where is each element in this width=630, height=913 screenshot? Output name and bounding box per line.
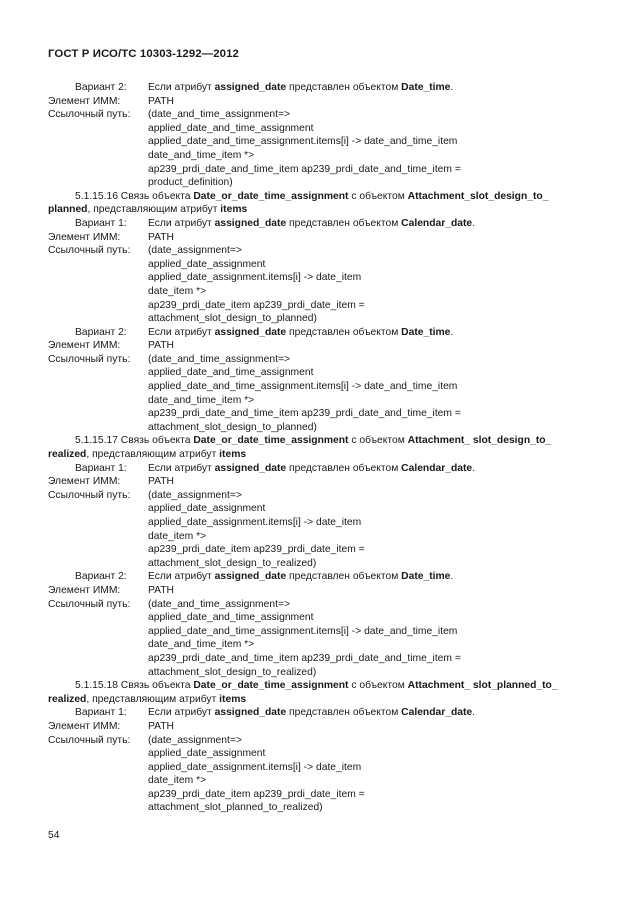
field-value <box>148 543 365 557</box>
section-heading-continuation <box>48 203 247 217</box>
text-run: product_definition) <box>148 177 233 189</box>
text-run: assigned_date <box>214 217 287 229</box>
field-value <box>148 135 457 149</box>
field-value <box>148 312 317 326</box>
field-label: Ссылочный путь: <box>48 489 131 501</box>
field-value <box>148 339 174 353</box>
text-run: applied_date_assignment.items[i] -> date_item <box>148 272 362 284</box>
text-run: applied_date_assignment.items[i] -> date_item <box>148 517 362 528</box>
document-line <box>0 326 630 340</box>
document-line <box>0 135 630 149</box>
field-value <box>148 625 457 639</box>
section-heading <box>75 190 548 204</box>
text-run: realized <box>48 693 87 705</box>
document-line <box>0 108 630 122</box>
field-value <box>148 475 174 489</box>
section-heading-continuation <box>48 693 246 707</box>
text-run: PATH <box>148 720 174 732</box>
text-run: Date_or_date_time_assignment <box>193 435 349 447</box>
field-label: Вариант 2: <box>75 571 127 583</box>
section-heading <box>75 679 558 693</box>
text-run: assigned_date <box>214 707 287 719</box>
field-value <box>148 353 290 367</box>
text-run: Date_or_date_time_assignment <box>193 190 349 202</box>
field-value <box>148 163 461 177</box>
document-line <box>0 231 630 245</box>
field-value <box>148 244 242 258</box>
text-run: Date_or_date_time_assignment <box>193 680 349 692</box>
document-line <box>0 666 630 680</box>
text-run: items <box>220 204 248 216</box>
field-value <box>148 285 206 299</box>
document-line <box>0 353 630 367</box>
field-value <box>148 108 290 122</box>
text-run: (date_assignment=> <box>148 245 242 257</box>
text-run: PATH <box>148 231 174 243</box>
text-run: attachment_slot_design_to_planned) <box>148 421 317 433</box>
text-run: PATH <box>148 340 174 352</box>
text-run: Если атрибут <box>148 571 215 583</box>
field-value <box>148 95 174 109</box>
text-run: attachment_slot_design_to_realized) <box>148 666 317 678</box>
document-header: ГОСТ Р ИСО/ТС 10303-1292—2012 <box>48 48 239 60</box>
text-run: assigned_date <box>214 326 287 338</box>
field-label: Элемент ИММ: <box>48 720 121 732</box>
field-value <box>148 407 461 421</box>
text-run: ap239_prdi_date_item ap239_prdi_date_item = <box>148 299 365 311</box>
text-run: realized <box>48 449 87 461</box>
field-label: Вариант 1: <box>75 707 127 719</box>
text-run: . <box>450 82 454 93</box>
page-number: 54 <box>48 830 60 841</box>
document-line <box>0 516 630 530</box>
text-run: Calendar_date <box>401 707 473 719</box>
field-value <box>148 557 316 571</box>
document-line <box>0 557 630 571</box>
field-value <box>148 366 313 380</box>
document-body <box>0 81 630 815</box>
text-run: applied_date_assignment.items[i] -> date_item <box>148 761 362 773</box>
text-run: assigned_date <box>214 82 287 93</box>
document-line <box>0 638 630 652</box>
text-run: (date_and_time_assignment=> <box>148 353 290 365</box>
text-run: ap239_prdi_date_and_time_item ap239_prdi_date_and_time_item = <box>148 408 461 420</box>
field-label: Ссылочный путь: <box>48 353 131 365</box>
document-line <box>0 734 630 748</box>
field-value <box>148 176 233 190</box>
document-line <box>0 448 630 462</box>
field-value <box>148 81 453 95</box>
field-value <box>148 231 174 245</box>
text-run: date_and_time_item *> <box>148 149 255 161</box>
document-line <box>0 706 630 720</box>
field-label: Ссылочный путь: <box>48 245 131 257</box>
text-run: с объектом <box>348 190 408 202</box>
field-value <box>148 706 475 720</box>
text-run: Если атрибут <box>148 707 215 719</box>
text-run: представлен объектом <box>286 217 402 229</box>
field-value <box>148 462 475 476</box>
text-run: 5.1.15.17 Связь объекта <box>75 435 194 447</box>
field-label: Элемент ИММ: <box>48 476 121 488</box>
text-run: 5.1.15.18 Связь объекта <box>75 680 194 692</box>
document-line <box>0 244 630 258</box>
text-run: assigned_date <box>214 462 287 474</box>
field-value <box>148 638 254 652</box>
text-run: Date_time <box>401 571 451 583</box>
document-line <box>0 176 630 190</box>
text-run: . <box>472 217 476 229</box>
document-line <box>0 380 630 394</box>
field-value <box>148 570 453 584</box>
text-run: с объектом <box>348 435 408 447</box>
text-run: PATH <box>148 584 174 596</box>
text-run: PATH <box>148 95 174 107</box>
document-line <box>0 693 630 707</box>
document-line <box>0 312 630 326</box>
document-line <box>0 421 630 435</box>
document-line <box>0 652 630 666</box>
text-run: applied_date_assignment <box>148 258 266 270</box>
text-run: applied_date_and_time_assignment <box>148 367 314 379</box>
text-run: PATH <box>148 476 174 488</box>
text-run: applied_date_assignment <box>148 503 266 515</box>
text-run: (date_assignment=> <box>148 489 242 501</box>
field-value <box>148 149 254 163</box>
document-line <box>0 271 630 285</box>
document-line <box>0 801 630 815</box>
field-value <box>148 502 265 516</box>
text-run: . <box>472 707 476 719</box>
document-line <box>0 747 630 761</box>
field-value <box>148 598 290 612</box>
text-run: , представляющим атрибут <box>87 204 221 216</box>
text-run: Calendar_date <box>401 217 473 229</box>
text-run: , представляющим атрибут <box>86 449 220 461</box>
text-run: представлен объектом <box>286 707 402 719</box>
text-run: Attachment_ slot_design_to_ <box>407 435 552 447</box>
field-value <box>148 258 265 272</box>
field-value <box>148 584 174 598</box>
field-value <box>148 761 361 775</box>
field-value <box>148 421 317 435</box>
text-run: ap239_prdi_date_and_time_item ap239_prdi_date_and_time_item = <box>148 652 461 664</box>
document-line <box>0 598 630 612</box>
document-line <box>0 203 630 217</box>
text-run: Если атрибут <box>148 217 215 229</box>
document-line <box>0 679 630 693</box>
document-line <box>0 299 630 313</box>
document-line <box>0 258 630 272</box>
text-run: (date_and_time_assignment=> <box>148 109 290 121</box>
text-run: Attachment_slot_design_to_ <box>407 190 549 202</box>
text-run: assigned_date <box>214 571 287 583</box>
field-label: Вариант 1: <box>75 217 127 229</box>
document-line <box>0 761 630 775</box>
text-run: представлен объектом <box>286 571 402 583</box>
text-run: 5.1.15.16 Связь объекта <box>75 190 194 202</box>
field-value <box>148 774 206 788</box>
field-value <box>148 489 242 503</box>
document-line <box>0 611 630 625</box>
text-run: date_and_time_item *> <box>148 639 255 651</box>
field-label: Вариант 2: <box>75 326 127 338</box>
document-line <box>0 530 630 544</box>
document-line <box>0 489 630 503</box>
text-run: ap239_prdi_date_item ap239_prdi_date_item = <box>148 544 365 556</box>
text-run: Date_time <box>401 82 451 93</box>
text-run: Если атрибут <box>148 462 215 474</box>
document-line <box>0 543 630 557</box>
document-line <box>0 774 630 788</box>
document-line <box>0 285 630 299</box>
field-label: Элемент ИММ: <box>48 95 121 107</box>
document-line <box>0 625 630 639</box>
document-line <box>0 190 630 204</box>
field-label: Ссылочный путь: <box>48 109 131 121</box>
section-heading <box>75 434 551 448</box>
document-line <box>0 570 630 584</box>
document-line <box>0 81 630 95</box>
text-run: Если атрибут <box>148 326 215 338</box>
field-label: Ссылочный путь: <box>48 598 131 610</box>
text-run: applied_date_and_time_assignment <box>148 122 314 134</box>
text-run: представлен объектом <box>286 462 402 474</box>
field-value <box>148 801 323 815</box>
field-label: Элемент ИММ: <box>48 584 121 596</box>
field-value <box>148 652 461 666</box>
text-run: applied_date_and_time_assignment <box>148 612 314 624</box>
document-line <box>0 217 630 231</box>
document-line <box>0 584 630 598</box>
field-value <box>148 299 365 313</box>
text-run: . <box>472 462 476 474</box>
field-label: Ссылочный путь: <box>48 734 131 746</box>
document-line <box>0 149 630 163</box>
field-value <box>148 611 313 625</box>
field-value <box>148 394 254 408</box>
field-value <box>148 326 453 340</box>
document-line <box>0 366 630 380</box>
document-line <box>0 475 630 489</box>
document-line <box>0 339 630 353</box>
text-run: представлен объектом <box>286 82 402 93</box>
text-run: applied_date_and_time_assignment.items[i] -> date_and_time_item <box>148 381 458 393</box>
text-run: applied_date_assignment <box>148 748 266 760</box>
text-run: date_item *> <box>148 530 207 542</box>
text-run: Если атрибут <box>148 82 215 93</box>
field-value <box>148 122 313 136</box>
text-run: date_item *> <box>148 775 207 787</box>
document-line <box>0 95 630 109</box>
field-label: Элемент ИММ: <box>48 340 121 352</box>
section-heading-continuation <box>48 448 246 462</box>
text-run: items <box>219 449 247 461</box>
text-run: Date_time <box>401 326 451 338</box>
text-run: Calendar_date <box>401 462 473 474</box>
text-run: applied_date_and_time_assignment.items[i] -> date_and_time_item <box>148 625 458 637</box>
text-run: . <box>450 326 454 338</box>
text-run: items <box>219 693 247 705</box>
text-run: с объектом <box>348 680 408 692</box>
field-value <box>148 788 365 802</box>
text-run: ap239_prdi_date_and_time_item ap239_prdi_date_and_time_item = <box>148 163 461 175</box>
text-run: Attachment_ slot_planned_to_ <box>407 680 558 692</box>
text-run: ap239_prdi_date_item ap239_prdi_date_item = <box>148 788 365 800</box>
field-label: Вариант 2: <box>75 82 127 93</box>
document-line <box>0 163 630 177</box>
text-run: planned <box>48 204 88 216</box>
text-run: attachment_slot_planned_to_realized) <box>148 802 323 814</box>
text-run: applied_date_and_time_assignment.items[i] -> date_and_time_item <box>148 136 458 148</box>
document-line <box>0 788 630 802</box>
document-line <box>0 122 630 136</box>
field-value <box>148 380 457 394</box>
text-run: date_item *> <box>148 285 207 297</box>
document-line <box>0 407 630 421</box>
document-line <box>0 394 630 408</box>
field-value <box>148 666 316 680</box>
field-value <box>148 530 206 544</box>
text-run: представлен объектом <box>286 326 402 338</box>
field-value <box>148 720 174 734</box>
text-run: (date_and_time_assignment=> <box>148 598 290 610</box>
field-label: Элемент ИММ: <box>48 231 121 243</box>
text-run: . <box>450 571 454 583</box>
document-line <box>0 462 630 476</box>
document-line <box>0 434 630 448</box>
document-line <box>0 502 630 516</box>
text-run: attachment_slot_design_to_planned) <box>148 313 317 325</box>
field-value <box>148 516 361 530</box>
field-value <box>148 217 475 231</box>
text-run: , представляющим атрибут <box>86 693 220 705</box>
text-run: date_and_time_item *> <box>148 394 255 406</box>
text-run: attachment_slot_design_to_realized) <box>148 557 317 569</box>
field-value <box>148 734 242 748</box>
document-line <box>0 720 630 734</box>
field-label: Вариант 1: <box>75 462 127 474</box>
text-run: (date_assignment=> <box>148 734 242 746</box>
field-value <box>148 747 265 761</box>
field-value <box>148 271 361 285</box>
